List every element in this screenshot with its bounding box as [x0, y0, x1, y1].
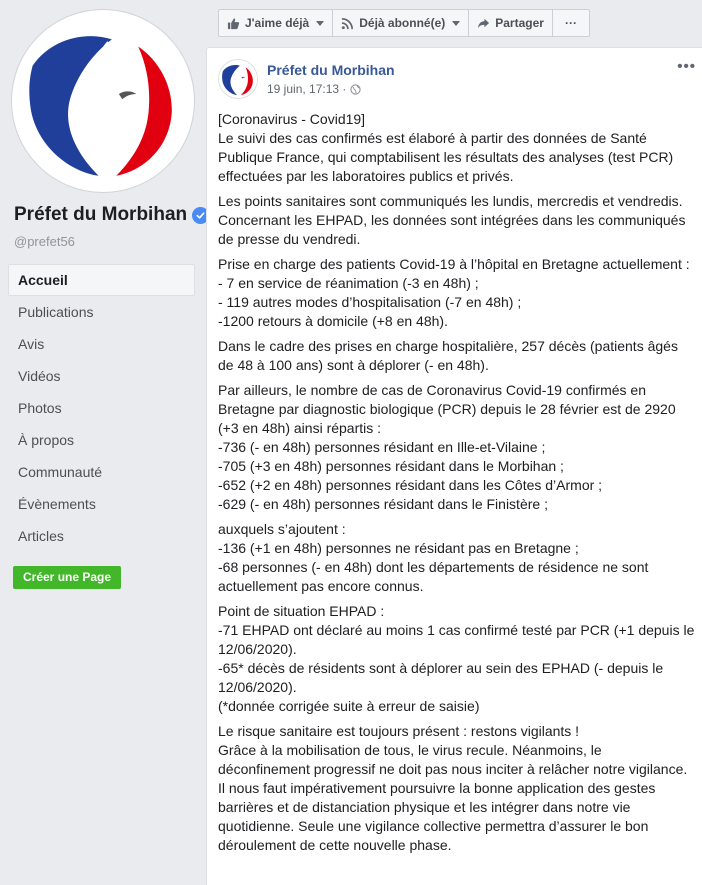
post-timestamp[interactable]: 19 juin, 17:13 · [267, 82, 347, 96]
nav-item-publications[interactable]: Publications [18, 304, 94, 320]
chevron-down-icon [452, 21, 460, 26]
more-options-label: ··· [564, 16, 577, 30]
more-options-button[interactable] [552, 9, 590, 37]
post-author-avatar[interactable] [218, 59, 258, 99]
post-paragraph: auxquels s’ajoutent : -136 (+1 en 48h) personnes ne résidant pas en Bretagne ; -68 personnes (- en 48h) dont les départements de résidence ne sont actuellement pas encore connus. [218, 521, 649, 594]
nav-item-videos[interactable]: Vidéos [18, 368, 61, 384]
follow-page-button[interactable] [332, 9, 469, 37]
page-profile-picture[interactable] [12, 10, 194, 192]
page-title[interactable] [14, 204, 209, 226]
post-body [218, 110, 696, 861]
post-paragraph: Prise en charge des patients Covid-19 à l’hôpital en Bretagne actuellement : - 7 en service de réanimation (-3 en 48h) ; - 119 autres modes d’hospitalisation (-7 en 48h) ; -1200 retours à domicile (+8 en 48h). [218, 256, 690, 329]
chevron-down-icon [316, 21, 324, 26]
nav-item-a-propos[interactable]: À propos [18, 432, 75, 448]
like-page-button[interactable] [218, 9, 333, 37]
post-paragraph: Par ailleurs, le nombre de cas de Coronavirus Covid-19 confirmés en Bretagne par diagnostic biologique (PCR) depuis le 28 février est de 2920 (+3 en 48h) ainsi répartis : -736 (- en 48h) personnes résidant en Ille-et-Vilaine ; -705 (+3 en 48h) personnes résidant dans le Morbihan ; -652 (+2 en 48h) personnes résidant dans les Côtes d’Armor ; -629 (- en 48h) personnes résidant dans le Finistère ; [218, 382, 676, 512]
post-author-name[interactable]: Préfet du Morbihan [267, 62, 395, 78]
post-meta [267, 82, 361, 96]
share-page-button[interactable] [468, 9, 553, 37]
create-page-button[interactable]: Créer une Page [13, 566, 121, 589]
nav-item-photos[interactable]: Photos [18, 400, 62, 416]
post-paragraph: [Coronavirus - Covid19] Le suivi des cas confirmés est élaboré à partir des données de Santé Publique France, qui comptabilisent les résultats des analyses (test PCR) effectuées par les laboratoires publics et privés. [218, 111, 674, 184]
page-handle[interactable]: @prefet56 [14, 234, 75, 249]
page-name-text: Préfet du Morbihan [14, 204, 188, 225]
marianne-logo [219, 60, 257, 98]
nav-item-avis[interactable]: Avis [18, 336, 45, 352]
nav-item-articles[interactable]: Articles [18, 528, 64, 544]
post-paragraph: Dans le cadre des prises en charge hospitalière, 257 décès (patients âgés de 48 à 100 ans) sont à déplorer (- en 48h). [218, 338, 682, 373]
thumbs-up-icon [227, 17, 240, 30]
post-options-button[interactable]: ••• [677, 58, 696, 75]
post-paragraph: Point de situation EHPAD : -71 EHPAD ont déclaré au moins 1 cas confirmé testé par PCR (+1 depuis le 12/06/2020). -65* décès de résidents sont à déplorer au sein des EPHAD (- depuis le 12/06/2020). (*donnée corrigée suite à erreur de saisie) [218, 603, 695, 714]
like-button-label: J'aime déjà [245, 16, 310, 30]
nav-item-communaute[interactable]: Communauté [18, 464, 103, 480]
page-action-bar [218, 9, 589, 37]
share-arrow-icon [477, 17, 490, 30]
globe-icon [350, 84, 361, 95]
follow-button-label: Déjà abonné(e) [359, 16, 446, 30]
post-paragraph: Les points sanitaires sont communiqués les lundis, mercredis et vendredis. Concernant les EHPAD, les données sont intégrées dans les communiqués de presse du vendredi. [218, 193, 690, 247]
page-nav [8, 264, 195, 552]
nav-item-evenements[interactable]: Évènements [18, 496, 96, 512]
rss-icon [341, 17, 354, 30]
post-card [206, 47, 702, 885]
marianne-logo [15, 13, 191, 189]
post-paragraph: Le risque sanitaire est toujours présent : restons vigilants ! Grâce à la mobilisation de tous, le virus recule. Néanmoins, le déconfinement progressif ne doit pas nous inciter à relâcher notre vigilance. Il nous faut impérativement poursuivre la bonne application des gestes barrières et de distanciation physique et les intégrer dans notre vie quotidienne. Seule une vigilance collective permettra d’assurer le bon déroulement de cette nouvelle phase. [218, 723, 688, 853]
share-button-label: Partager [495, 16, 544, 30]
nav-item-accueil[interactable]: Accueil [8, 264, 195, 296]
page-sidebar [0, 0, 206, 885]
